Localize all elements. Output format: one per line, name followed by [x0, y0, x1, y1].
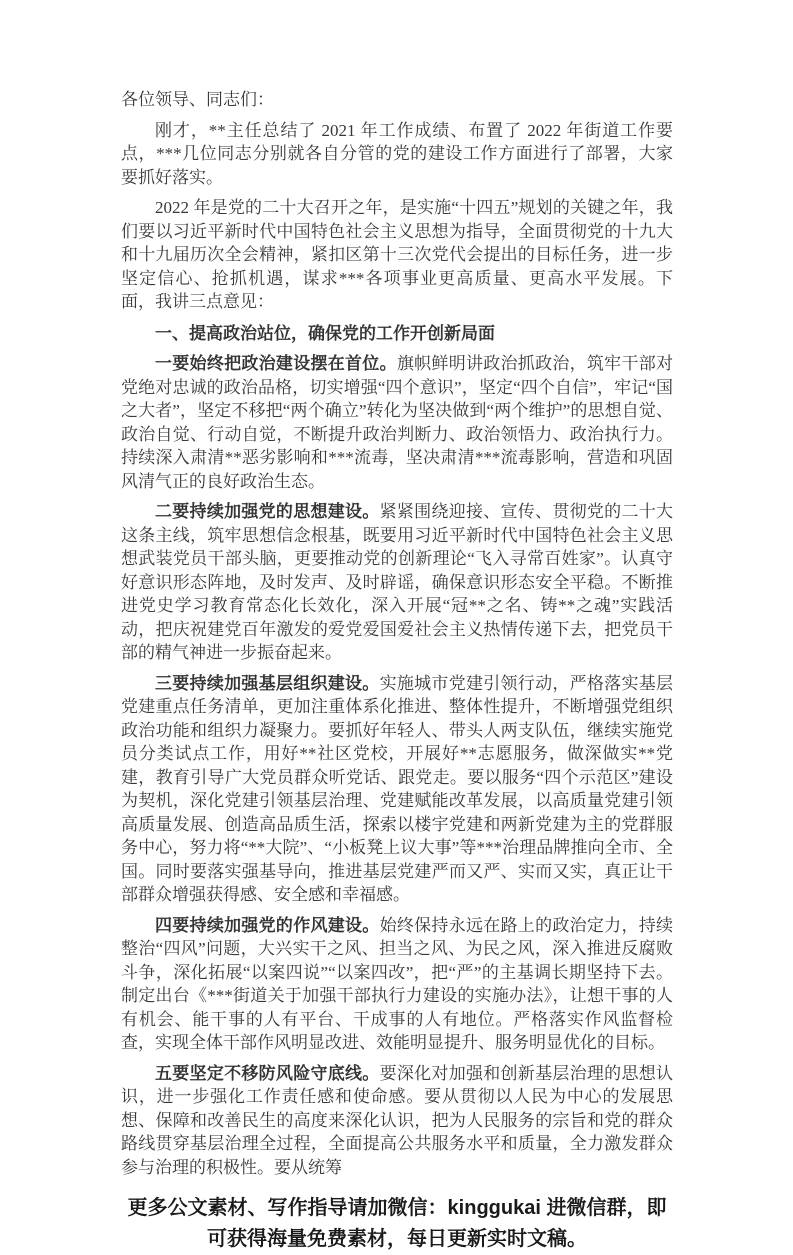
- point-3-text: 实施城市党建引领行动，严格落实基层党建重点任务清单，更加注重体系化推进、整体性提升，不断增强党组织政治功能和组织力凝聚力。要抓好年轻人、带头人两支队伍，继续实施党员分类试点工作，用好**社区党校，开展好**志愿服务，做深做实**党建，教育引导广大党员群众听党话、跟党走。要以服务“四个示范区”建设为契机，深化党建引领基层治理、党建赋能改革发展，以高质量党建引领高质量发展、创造高品质生活，探索以楼宇党建和两新党建为主的党群服务中心，努力将“**大院”、“小板凳上议大事”等***治理品牌推向全市、全国。同时要落实强基导向，推进基层党建严而又严、实而又实，真正让干部群众增强获得感、安全感和幸福感。: [121, 673, 674, 904]
- intro-paragraph-1: 刚才，**主任总结了 2021 年工作成绩、布置了 2022 年街道工作要点，***几位同志分别就各自分管的党的建设工作方面进行了部署，大家要抓好落实。: [121, 120, 673, 187]
- document-body: [121, 88, 673, 1255]
- point-2-lead: 二要持续加强党的思想建设。: [155, 502, 380, 521]
- point-5-text: 要深化对加强和创新基层治理的思想认识，进一步强化工作责任感和使命感。要从贯彻以人民为中心的发展思想、保障和改善民生的高度来深化认识，把为人民服务的宗旨和党的群众路线贯穿基层治理全过程，全面提高公共服务水平和质量，全力激发群众参与治理的积极性。要从统筹: [121, 1063, 674, 1177]
- point-1-text: 旗帜鲜明讲政治抓政治，筑牢干部对党绝对忠诚的政治品格，切实增强“四个意识”，坚定“四个自信”，牢记“国之大者”，坚定不移把“两个确立”转化为坚决做到“两个维护”的思想自觉、政治自觉、行动自觉，不断提升政治判断力、政治领悟力、政治执行力。持续深入肃清**恶劣影响和***流毒，坚决肃清***流毒影响，营造和巩固风清气正的良好政治生态。: [121, 354, 674, 491]
- point-4-lead: 四要持续加强党的作风建设。: [155, 915, 380, 935]
- salutation-line: 各位领导、同志们：: [121, 90, 274, 109]
- promo-footer-text: 更多公文素材、写作指导请加微信：kinggukai 进微信群，即可获得海量免费素材，每日更新实时文稿。: [127, 1197, 667, 1250]
- point-paragraph-4: [121, 914, 673, 1055]
- point-4-text: 始终保持永远在路上的政治定力，持续整治“四风”问题，大兴实干之风、担当之风、为民之风，深入推进反腐败斗争，深化拓展“以案四说”“以案四改”，把“严”的主基调长期坚持下去。制定出台《***街道关于加强干部执行力建设的实施办法》，让想干事的人有机会、能干事的人有平台、干成事的人有地位。严格落实作风监督检查，实现全体干部作风明显改进、效能明显提升、服务明显优化的目标。: [121, 915, 674, 1052]
- point-paragraph-3: [121, 672, 673, 907]
- point-paragraph-2: [121, 500, 673, 665]
- point-3-lead: 三要持续加强基层组织建设。: [155, 673, 380, 693]
- point-5-lead: 五要坚定不移防风险守底线。: [155, 1063, 380, 1083]
- point-2-text: 紧紧围绕迎接、宣传、贯彻党的二十大这条主线，筑牢思想信念根基，既要用习近平新时代中国特色社会主义思想武装党员干部头脑，更要推动党的创新理论“飞入寻常百姓家”。认真守好意识形态阵地，及时发声、及时辟谣，确保意识形态安全平稳。不断推进党史学习教育常态化长效化，深入开展“冠**之名、铸**之魂”实践活动，把庆祝建党百年激发的爱党爱国爱社会主义热情传递下去，把党员干部的精气神进一步振奋起来。: [121, 502, 674, 662]
- point-paragraph-1: [121, 352, 673, 493]
- section-heading-1: 一、提高政治站位，确保党的工作开创新局面: [155, 323, 495, 343]
- intro-paragraph-2: 2022 年是党的二十大召开之年，是实施“十四五”规划的关键之年，我们要以习近平新时代中国特色社会主义思想为指导，全面贯彻党的十九大和十九届历次全会精神，紧扣区第十三次党代会提出的目标任务，进一步坚定信心、抢抓机遇，谋求***各项事业更高质量、更高水平发展。下面，我讲三点意见：: [121, 198, 673, 311]
- point-1-lead: 一要始终把政治建设摆在首位。: [155, 354, 397, 373]
- point-paragraph-5: [121, 1062, 673, 1180]
